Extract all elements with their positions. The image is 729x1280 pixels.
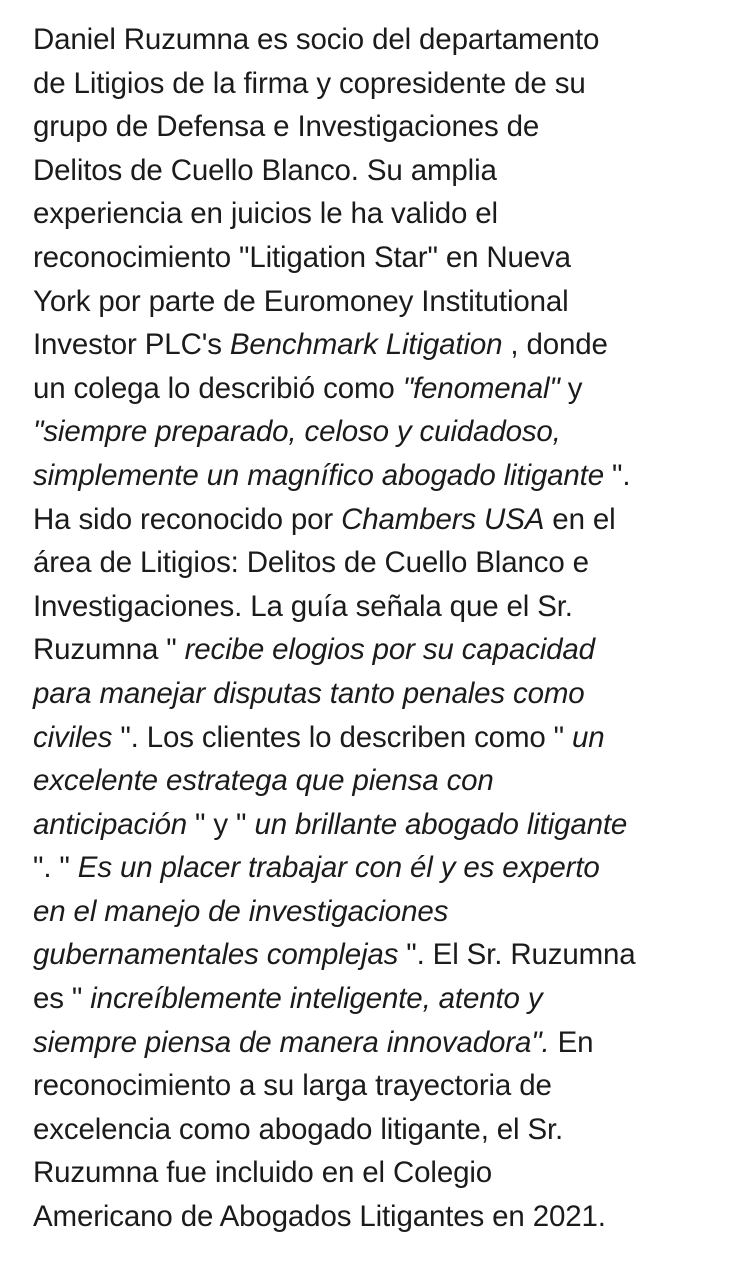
text-run: reconocimiento a su larga trayectoria de	[33, 1069, 552, 1103]
italic-text-run: en el manejo de investigaciones	[33, 894, 449, 928]
text-run: área de Litigios: Delitos de Cuello Blanco e	[33, 546, 589, 580]
text-run: de Litigios de la firma y copresidente de su	[33, 66, 586, 100]
text-run: ". "	[33, 851, 78, 885]
text-line	[33, 62, 705, 106]
text-run: ".	[603, 458, 631, 492]
italic-text-run: Benchmark Litigation	[229, 328, 503, 362]
text-line	[33, 672, 705, 716]
italic-text-run: Es un placer trabajar con él y es experto	[77, 851, 600, 885]
text-run: es "	[33, 982, 91, 1016]
text-run: Americano de Abogados Litigantes en 2021.	[33, 1200, 606, 1234]
text-run: Investigaciones. La guía señala que el Sr.	[33, 589, 573, 623]
text-line	[33, 280, 705, 324]
italic-text-run: recibe elogios por su capacidad	[184, 633, 595, 667]
text-line	[33, 803, 705, 847]
italic-text-run: "siempre preparado, celoso y cuidadoso,	[33, 415, 561, 449]
text-run: York por parte de Euromoney Institutional	[33, 284, 569, 318]
text-run: Daniel Ruzumna es socio del departamento	[33, 23, 600, 56]
text-line	[33, 236, 705, 280]
text-run: excelencia como abogado litigante, el Sr.	[33, 1112, 564, 1146]
text-run: en el	[544, 502, 616, 536]
text-line	[33, 759, 705, 803]
italic-text-run: civiles	[33, 720, 113, 754]
text-line	[33, 933, 705, 977]
italic-text-run: siempre piensa de manera innovadora".	[33, 1025, 550, 1059]
bio-paragraph	[33, 18, 705, 1239]
italic-text-run: un brillante abogado litigante	[254, 807, 628, 841]
text-line	[33, 323, 705, 367]
text-run: reconocimiento "Litigation Star" en Nueva	[33, 240, 571, 274]
text-run: ". El Sr. Ruzumna	[398, 938, 636, 972]
text-line	[33, 149, 705, 193]
text-run: Ruzumna "	[33, 633, 185, 667]
italic-text-run: un	[572, 720, 605, 754]
italic-text-run: Chambers USA	[341, 502, 545, 536]
italic-text-run: increíblemente inteligente, atento y	[90, 982, 543, 1016]
text-line	[33, 454, 705, 498]
italic-text-run: para manejar disputas tanto penales como	[33, 676, 585, 710]
text-line	[33, 716, 705, 760]
text-run: y	[559, 371, 583, 405]
text-line	[33, 585, 705, 629]
text-line	[33, 192, 705, 236]
text-line	[33, 410, 705, 454]
text-run: En	[549, 1025, 594, 1059]
text-run: Ha sido reconocido por	[33, 502, 342, 536]
text-line	[33, 628, 705, 672]
text-run: un colega lo describió como	[33, 371, 403, 405]
text-run: " y "	[187, 807, 255, 841]
italic-text-run: gubernamentales complejas	[33, 938, 399, 972]
text-line	[33, 1064, 705, 1108]
text-line	[33, 977, 705, 1021]
text-line	[33, 541, 705, 585]
text-line	[33, 846, 705, 890]
text-line	[33, 105, 705, 149]
text-line	[33, 1021, 705, 1065]
text-run: experiencia en juicios le ha valido el	[33, 197, 498, 231]
italic-text-run: simplemente un magnífico abogado litigante	[33, 458, 604, 492]
text-run: , donde	[502, 328, 608, 362]
text-line	[33, 498, 705, 542]
text-line	[33, 1108, 705, 1152]
text-run: grupo de Defensa e Investigaciones de	[33, 110, 540, 144]
text-line	[33, 18, 705, 62]
text-run: Ruzumna fue incluido en el Colegio	[33, 1156, 492, 1190]
text-run: Investor PLC's	[33, 328, 230, 362]
text-run: ". Los clientes lo describen como "	[112, 720, 573, 754]
text-line	[33, 1195, 705, 1239]
italic-text-run: anticipación	[33, 807, 187, 841]
text-line	[33, 1151, 705, 1195]
text-line	[33, 367, 705, 411]
italic-text-run: "fenomenal"	[402, 371, 560, 405]
text-line	[33, 890, 705, 934]
text-run: Delitos de Cuello Blanco. Su amplia	[33, 153, 497, 187]
italic-text-run: excelente estratega que piensa con	[33, 764, 494, 798]
